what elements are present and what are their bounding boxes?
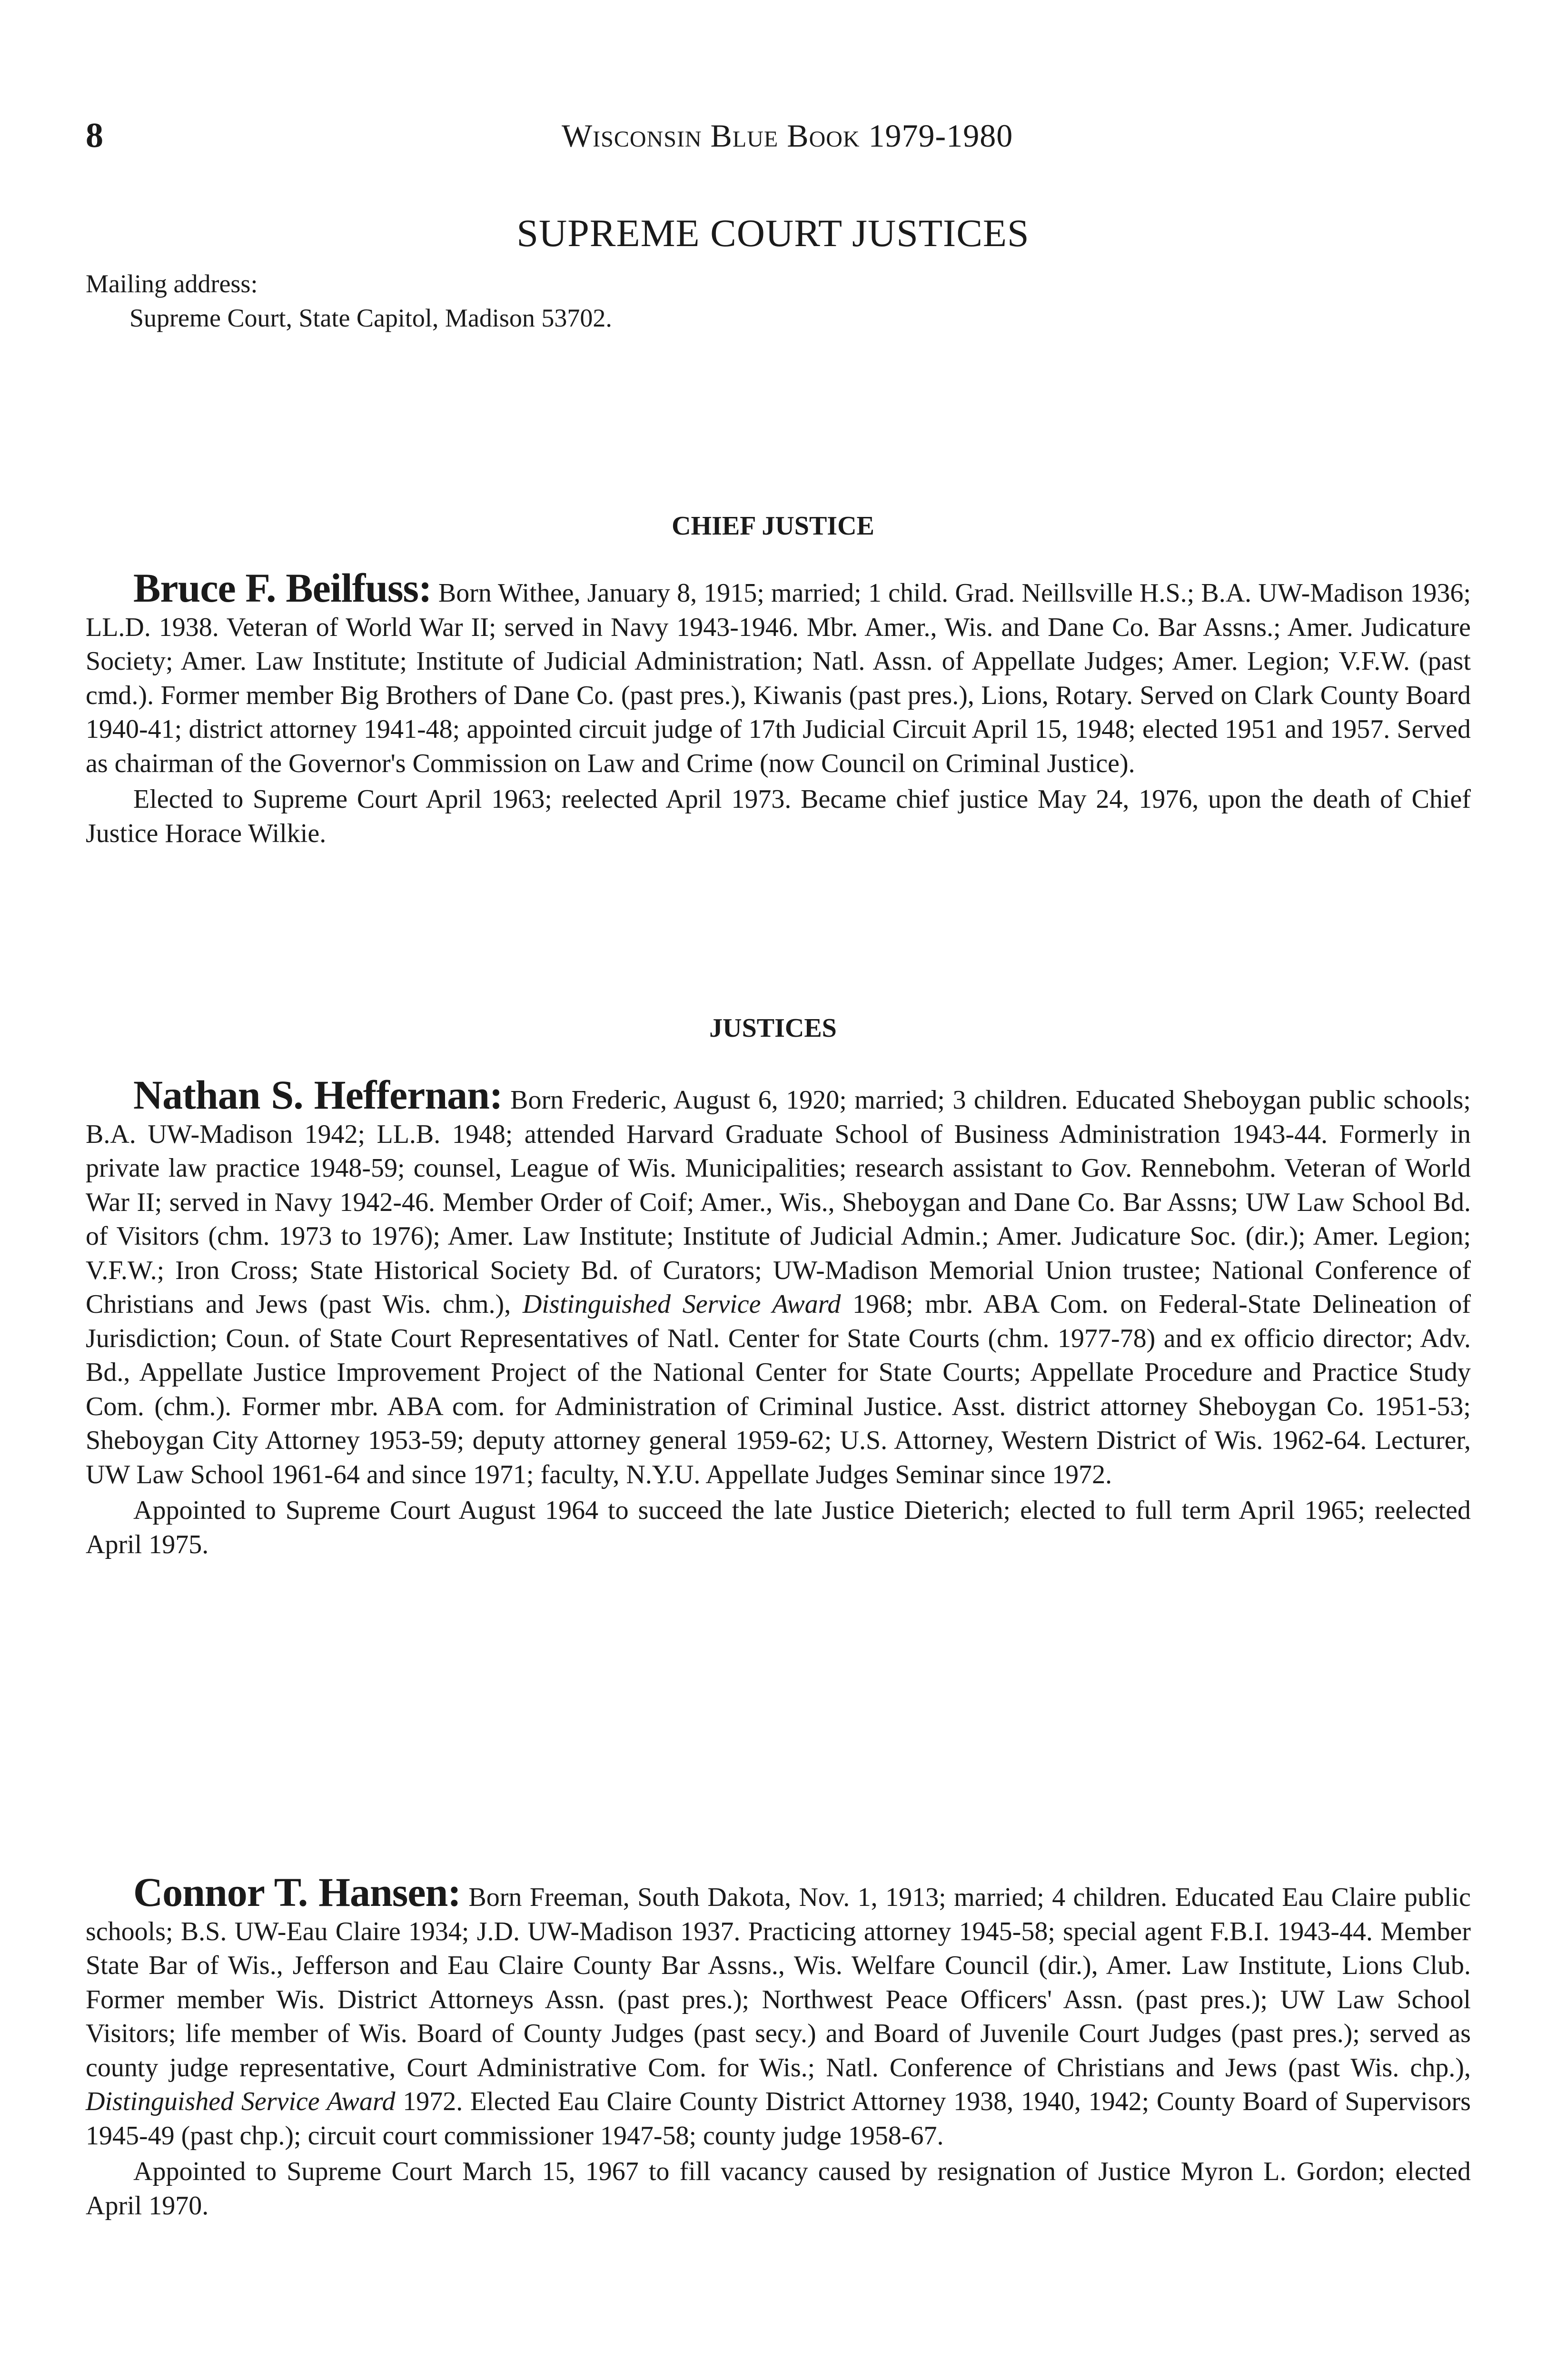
justice-name: Nathan S. Heffernan:	[133, 1072, 503, 1118]
section-heading-justices: JUSTICES	[709, 1013, 837, 1043]
bio-hansen	[86, 1869, 1471, 2223]
mailing-address-label: Mailing address:	[86, 269, 258, 298]
mailing-address-block	[86, 267, 1466, 335]
page-title: SUPREME COURT JUSTICES	[516, 211, 1030, 255]
justice-name: Connor T. Hansen:	[133, 1869, 461, 1915]
book-title: Wisconsin Blue Book 1979-1980	[562, 118, 1013, 154]
bio-text: Born Freeman, South Dakota, Nov. 1, 1913; married; 4 children. Educated Eau Claire public schools; B.S. UW-Eau Claire 1934; J.D. UW-Madison 1937. Practicing attorney 1945-58; special agent F.B.I. 1943-44. Member State Bar of Wis., Jefferson and Eau Claire County Bar Assns., Wis. Welfare Council (dir.), Amer. Law Institute, Lions Club. Former member Wis. District Attorneys Assn. (past pres.); Northwest Peace Officers' Assn. (past pres.); UW Law School Visitors; life member of Wis. Board of County Judges (past secy.) and Board of Juvenile Court Judges (past pres.); served as county judge representative, Court Administrative Com. for Wis.; Natl. Conference of Christians and Jews (past Wis. chp.),	[86, 1883, 1471, 2082]
justice-name: Bruce F. Beilfuss:	[133, 565, 432, 611]
bio-text: 1972. Elected Eau Claire County District Attorney 1938, 1940, 1942; County Board of Supervisors 1945-49 (past chp.); circuit court commissioner 1947-58; county judge 1958-67.	[86, 2087, 1471, 2151]
bio-beilfuss	[86, 565, 1471, 851]
bio-text: Born Frederic, August 6, 1920; married; 3 children. Educated Sheboygan public schools; B.A. UW-Madison 1942; LL.B. 1948; attended Harvard Graduate School of Business Administration 1943-44. Formerly in private law practice 1948-59; counsel, League of Wis. Municipalities; research assistant to Gov. Rennebohm. Veteran of World War II; served in Navy 1942-46. Member Order of Coif; Amer., Wis., Sheboygan and Dane Co. Bar Assns; UW Law School Bd. of Visitors (chm. 1973 to 1976); Amer. Law Institute; Institute of Judicial Admin.; Amer. Judicature Soc. (dir.); Amer. Legion; V.F.W.; Iron Cross; State Historical Society Bd. of Curators; UW-Madison Memorial Union trustee; National Conference of Christians and Jews (past Wis. chm.),	[86, 1085, 1471, 1319]
bio-paragraph: Elected to Supreme Court April 1963; reelected April 1973. Became chief justice May 24, 1976, upon the death of Chief Justice Horace Wilkie.	[86, 784, 1471, 848]
mailing-address: Supreme Court, State Capitol, Madison 53702.	[129, 304, 612, 332]
bio-paragraph	[86, 1869, 1471, 2153]
award-title: Distinguished Service Award	[86, 2087, 396, 2116]
bio-text: 1968; mbr. ABA Com. on Federal-State Delineation of Jurisdiction; Coun. of State Court Representatives of Natl. Center for State Courts (chm. 1977-78) and ex officio director; Adv. Bd., Appellate Justice Improvement Project of the National Center for State Courts; Appellate Procedure and Practice Study Com. (chm.). Former mbr. ABA com. for Administration of Criminal Justice. Asst. district attorney Sheboygan Co. 1951-53; Sheboygan City Attorney 1953-59; deputy attorney general 1959-62; U.S. Attorney, Western District of Wis. 1962-64. Lecturer, UW Law School 1961-64 and since 1971; faculty, N.Y.U. Appellate Judges Seminar since 1972.	[86, 1289, 1471, 1489]
bio-text: Born Withee, January 8, 1915; married; 1 child. Grad. Neillsville H.S.; B.A. UW-Madison 1936; LL.D. 1938. Veteran of World War II; served in Navy 1943-1946. Mbr. Amer., Wis. and Dane Co. Bar Assns.; Amer. Judicature Society; Amer. Law Institute; Institute of Judicial Administration; Natl. Assn. of Appellate Judges; Amer. Legion; V.F.W. (past cmd.). Former member Big Brothers of Dane Co. (past pres.), Kiwanis (past pres.), Lions, Rotary. Served on Clark County Board 1940-41; district attorney 1941-48; appointed circuit judge of 17th Judicial Circuit April 15, 1948; elected 1951 and 1957. Served as chairman of the Governor's Commission on Law and Crime (now Council on Criminal Justice).	[86, 578, 1471, 778]
bio-paragraph: Appointed to Supreme Court March 15, 1967 to fill vacancy caused by resignation of Justice Myron L. Gordon; elected April 1970.	[86, 2157, 1471, 2221]
bio-paragraph: Appointed to Supreme Court August 1964 to succeed the late Justice Dieterich; elected to full term April 1965; reelected April 1975.	[86, 1496, 1471, 1559]
running-head	[86, 114, 1460, 157]
page-number: 8	[86, 116, 103, 155]
section-heading-chief-justice: CHIEF JUSTICE	[672, 511, 874, 541]
bio-paragraph	[86, 565, 1471, 781]
bio-heffernan	[86, 1072, 1471, 1562]
award-title: Distinguished Service Award	[522, 1289, 841, 1319]
bio-paragraph	[86, 1072, 1471, 1492]
